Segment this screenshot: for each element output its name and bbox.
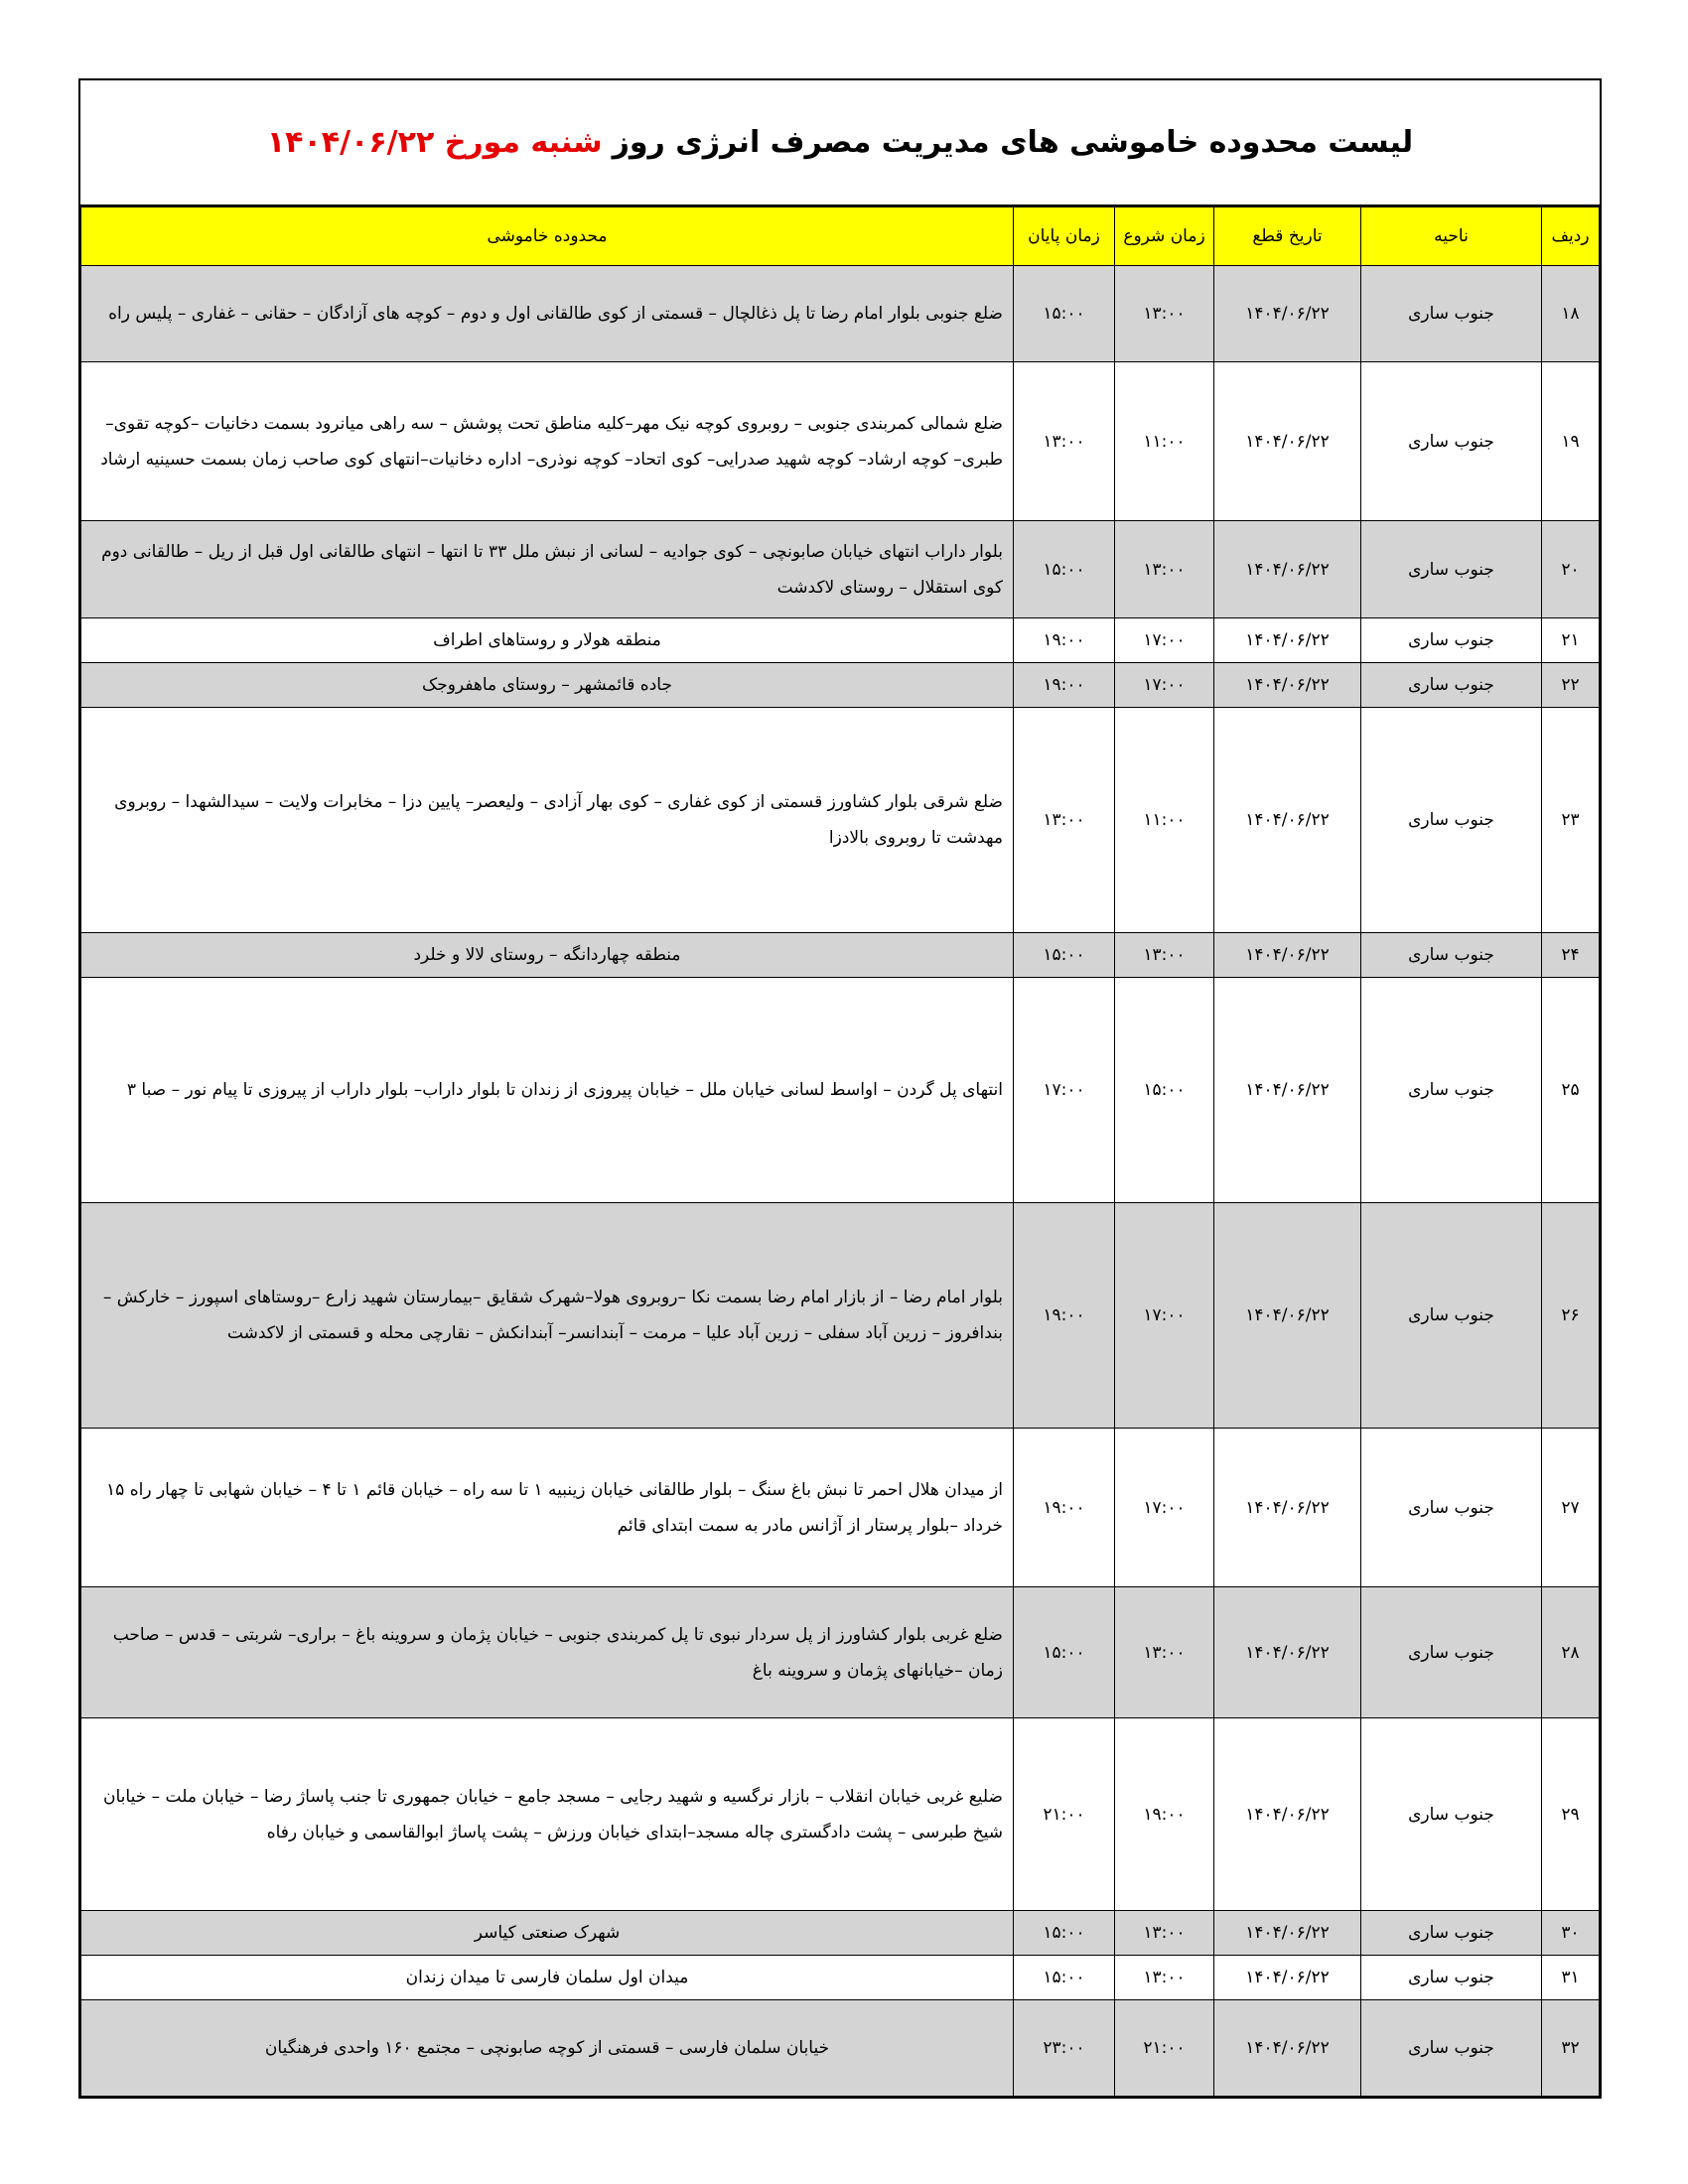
cell-date: ۱۴۰۴/۰۶/۲۲ [1214, 1911, 1361, 1956]
cell-row: ۲۱ [1542, 618, 1600, 663]
cell-region: جنوب ساری [1361, 362, 1542, 521]
cell-end: ۱۹:۰۰ [1014, 1203, 1115, 1429]
cell-row: ۲۲ [1542, 663, 1600, 708]
cell-date: ۱۴۰۴/۰۶/۲۲ [1214, 2000, 1361, 2097]
cell-row: ۲۶ [1542, 1203, 1600, 1429]
cell-end: ۱۹:۰۰ [1014, 618, 1115, 663]
table-row [81, 1956, 1600, 2000]
cell-row: ۱۹ [1542, 362, 1600, 521]
cell-area: شهرک صنعتی کیاسر [81, 1911, 1014, 1956]
table-row [81, 521, 1600, 618]
cell-end: ۱۹:۰۰ [1014, 663, 1115, 708]
cell-area: ضلع شرقی بلوار کشاورز قسمتی از کوی غفاری – کوی بهار آزادی – ولیعصر– پایین دزا – مخابرات ولایت – سیدالشهدا – روبروی مهدشت تا روبروی بالادزا [81, 708, 1014, 933]
cell-start: ۱۷:۰۰ [1115, 1429, 1214, 1587]
cell-region: جنوب ساری [1361, 663, 1542, 708]
table-header-row [81, 207, 1600, 266]
table-row [81, 266, 1600, 362]
cell-start: ۱۷:۰۰ [1115, 1203, 1214, 1429]
cell-start: ۱۳:۰۰ [1115, 1587, 1214, 1718]
cell-end: ۲۳:۰۰ [1014, 2000, 1115, 2097]
table-row [81, 1718, 1600, 1911]
cell-area: جاده قائمشهر – روستای ماهفروجک [81, 663, 1014, 708]
cell-end: ۱۵:۰۰ [1014, 266, 1115, 362]
cell-end: ۱۳:۰۰ [1014, 708, 1115, 933]
cell-area: ضلع جنوبی بلوار امام رضا تا پل ذغالچال – قسمتی از کوی طالقانی اول و دوم – کوچه های آزادگان – حقانی – غفاری – پلیس راه [81, 266, 1014, 362]
cell-region: جنوب ساری [1361, 2000, 1542, 2097]
table-row [81, 1203, 1600, 1429]
cell-start: ۲۱:۰۰ [1115, 2000, 1214, 2097]
cell-area: بلوار امام رضا – از بازار امام رضا بسمت نکا –روبروی هولا–شهرک شقایق –بیمارستان شهید زارع –روستاهای اسپورز – خارکش – بندافروز – زرین آباد سفلی – زرین آباد علیا – مرمت – آبندانسر– آبندانکش – نقارچی محله و قسمتی از لاکدشت [81, 1203, 1014, 1429]
cell-region: جنوب ساری [1361, 1956, 1542, 2000]
col-header-region: ناحیه [1361, 207, 1542, 266]
col-header-start: زمان شروع [1115, 207, 1214, 266]
table-row [81, 1911, 1600, 1956]
cell-date: ۱۴۰۴/۰۶/۲۲ [1214, 1956, 1361, 2000]
cell-end: ۱۵:۰۰ [1014, 933, 1115, 978]
cell-date: ۱۴۰۴/۰۶/۲۲ [1214, 1718, 1361, 1911]
cell-row: ۲۹ [1542, 1718, 1600, 1911]
cell-row: ۲۰ [1542, 521, 1600, 618]
cell-row: ۲۵ [1542, 978, 1600, 1203]
cell-date: ۱۴۰۴/۰۶/۲۲ [1214, 521, 1361, 618]
cell-region: جنوب ساری [1361, 978, 1542, 1203]
cell-area: میدان اول سلمان فارسی تا میدان زندان [81, 1956, 1014, 2000]
cell-row: ۳۱ [1542, 1956, 1600, 2000]
cell-region: جنوب ساری [1361, 1718, 1542, 1911]
cell-area: بلوار داراب انتهای خیابان صابونچی – کوی جوادیه – لسانی از نبش ملل ۳۳ تا انتها – انتهای طالقانی اول قبل از ریل – طالقانی دوم کوی استقلال – روستای لاکدشت [81, 521, 1014, 618]
cell-area: منطقه هولار و روستاهای اطراف [81, 618, 1014, 663]
cell-region: جنوب ساری [1361, 266, 1542, 362]
col-header-end: زمان پایان [1014, 207, 1115, 266]
cell-start: ۱۳:۰۰ [1115, 1911, 1214, 1956]
cell-end: ۱۵:۰۰ [1014, 521, 1115, 618]
cell-date: ۱۴۰۴/۰۶/۲۲ [1214, 933, 1361, 978]
page-title [80, 80, 1600, 206]
cell-row: ۲۷ [1542, 1429, 1600, 1587]
cell-end: ۱۵:۰۰ [1014, 1911, 1115, 1956]
table-row [81, 618, 1600, 663]
cell-area: ضلیع غربی خیابان انقلاب – بازار نرگسیه و شهید رجایی – مسجد جامع – خیابان جمهوری تا جنب پاساژ رضا – خیابان ملت – خیابان شیخ طبرسی – پشت دادگستری چاله مسجد–ابتدای خیابان ورزش – پشت پاساژ ابوالقاسمی و خیابان رفاه [81, 1718, 1014, 1911]
outage-table [80, 206, 1600, 2097]
cell-end: ۱۵:۰۰ [1014, 1956, 1115, 2000]
cell-region: جنوب ساری [1361, 1429, 1542, 1587]
cell-end: ۲۱:۰۰ [1014, 1718, 1115, 1911]
table-row [81, 708, 1600, 933]
cell-end: ۱۹:۰۰ [1014, 1429, 1115, 1587]
cell-end: ۱۵:۰۰ [1014, 1587, 1115, 1718]
table-row [81, 978, 1600, 1203]
cell-area: از میدان هلال احمر تا نبش باغ سنگ – بلوار طالقانی خیابان زینبیه ۱ تا سه راه – خیابان قائم ۱ تا ۴ – خیابان شهابی تا چهار راه ۱۵ خرداد –بلوار پرستار از آژانس مادر به سمت ابتدای قائم [81, 1429, 1014, 1587]
cell-region: جنوب ساری [1361, 618, 1542, 663]
cell-row: ۲۴ [1542, 933, 1600, 978]
cell-row: ۲۳ [1542, 708, 1600, 933]
cell-region: جنوب ساری [1361, 1587, 1542, 1718]
cell-start: ۱۳:۰۰ [1115, 266, 1214, 362]
cell-area: انتهای پل گردن – اواسط لسانی خیابان ملل – خیابان پیروزی از زندان تا بلوار داراب– بلوار داراب از پیروزی تا پیام نور – صبا ۳ [81, 978, 1014, 1203]
cell-start: ۱۳:۰۰ [1115, 933, 1214, 978]
cell-area: ضلع غربی بلوار کشاورز از پل سردار نبوی تا پل کمربندی جنوبی – خیابان پژمان و سروینه باغ – براری– شربتی – قدس – صاحب زمان –خیابانهای پژمان و سروینه باغ [81, 1587, 1014, 1718]
cell-start: ۱۷:۰۰ [1115, 618, 1214, 663]
cell-date: ۱۴۰۴/۰۶/۲۲ [1214, 618, 1361, 663]
cell-region: جنوب ساری [1361, 521, 1542, 618]
cell-date: ۱۴۰۴/۰۶/۲۲ [1214, 1587, 1361, 1718]
cell-start: ۱۱:۰۰ [1115, 362, 1214, 521]
col-header-area: محدوده خاموشی [81, 207, 1014, 266]
title-date: شنبه مورخ ۱۴۰۴/۰۶/۲۲ [266, 125, 603, 160]
cell-end: ۱۷:۰۰ [1014, 978, 1115, 1203]
cell-region: جنوب ساری [1361, 1203, 1542, 1429]
cell-region: جنوب ساری [1361, 933, 1542, 978]
cell-start: ۱۱:۰۰ [1115, 708, 1214, 933]
cell-end: ۱۳:۰۰ [1014, 362, 1115, 521]
cell-area: ضلع شمالی کمربندی جنوبی – روبروی کوچه نیک مهر–کلیه مناطق تحت پوشش – سه راهی میانرود بسمت دخانیات –کوچه تقوی– طبری– کوچه ارشاد– کوچه شهید صدرایی– کوی اتحاد– کوچه نوذری– اداره دخانیات–انتهای کوی صاحب زمان بسمت حسینیه ارشاد [81, 362, 1014, 521]
cell-date: ۱۴۰۴/۰۶/۲۲ [1214, 266, 1361, 362]
table-row [81, 2000, 1600, 2097]
cell-row: ۳۲ [1542, 2000, 1600, 2097]
cell-start: ۱۹:۰۰ [1115, 1718, 1214, 1911]
cell-start: ۱۳:۰۰ [1115, 1956, 1214, 2000]
cell-area: منطقه چهاردانگه – روستای لالا و خلرد [81, 933, 1014, 978]
table-row [81, 1587, 1600, 1718]
cell-date: ۱۴۰۴/۰۶/۲۲ [1214, 1429, 1361, 1587]
title-text: لیست محدوده خاموشی های مدیریت مصرف انرژی روز [612, 125, 1414, 160]
col-header-date: تاریخ قطع [1214, 207, 1361, 266]
cell-date: ۱۴۰۴/۰۶/۲۲ [1214, 1203, 1361, 1429]
cell-start: ۱۷:۰۰ [1115, 663, 1214, 708]
cell-row: ۱۸ [1542, 266, 1600, 362]
table-row [81, 933, 1600, 978]
cell-start: ۱۵:۰۰ [1115, 978, 1214, 1203]
cell-row: ۳۰ [1542, 1911, 1600, 1956]
cell-date: ۱۴۰۴/۰۶/۲۲ [1214, 978, 1361, 1203]
cell-region: جنوب ساری [1361, 1911, 1542, 1956]
cell-area: خیابان سلمان فارسی – قسمتی از کوچه صابونچی – مجتمع ۱۶۰ واحدی فرهنگیان [81, 2000, 1014, 2097]
cell-row: ۲۸ [1542, 1587, 1600, 1718]
table-row [81, 663, 1600, 708]
cell-region: جنوب ساری [1361, 708, 1542, 933]
table-row [81, 362, 1600, 521]
cell-date: ۱۴۰۴/۰۶/۲۲ [1214, 663, 1361, 708]
outage-sheet [78, 78, 1602, 2099]
table-row [81, 1429, 1600, 1587]
col-header-row: ردیف [1542, 207, 1600, 266]
cell-start: ۱۳:۰۰ [1115, 521, 1214, 618]
cell-date: ۱۴۰۴/۰۶/۲۲ [1214, 708, 1361, 933]
cell-date: ۱۴۰۴/۰۶/۲۲ [1214, 362, 1361, 521]
